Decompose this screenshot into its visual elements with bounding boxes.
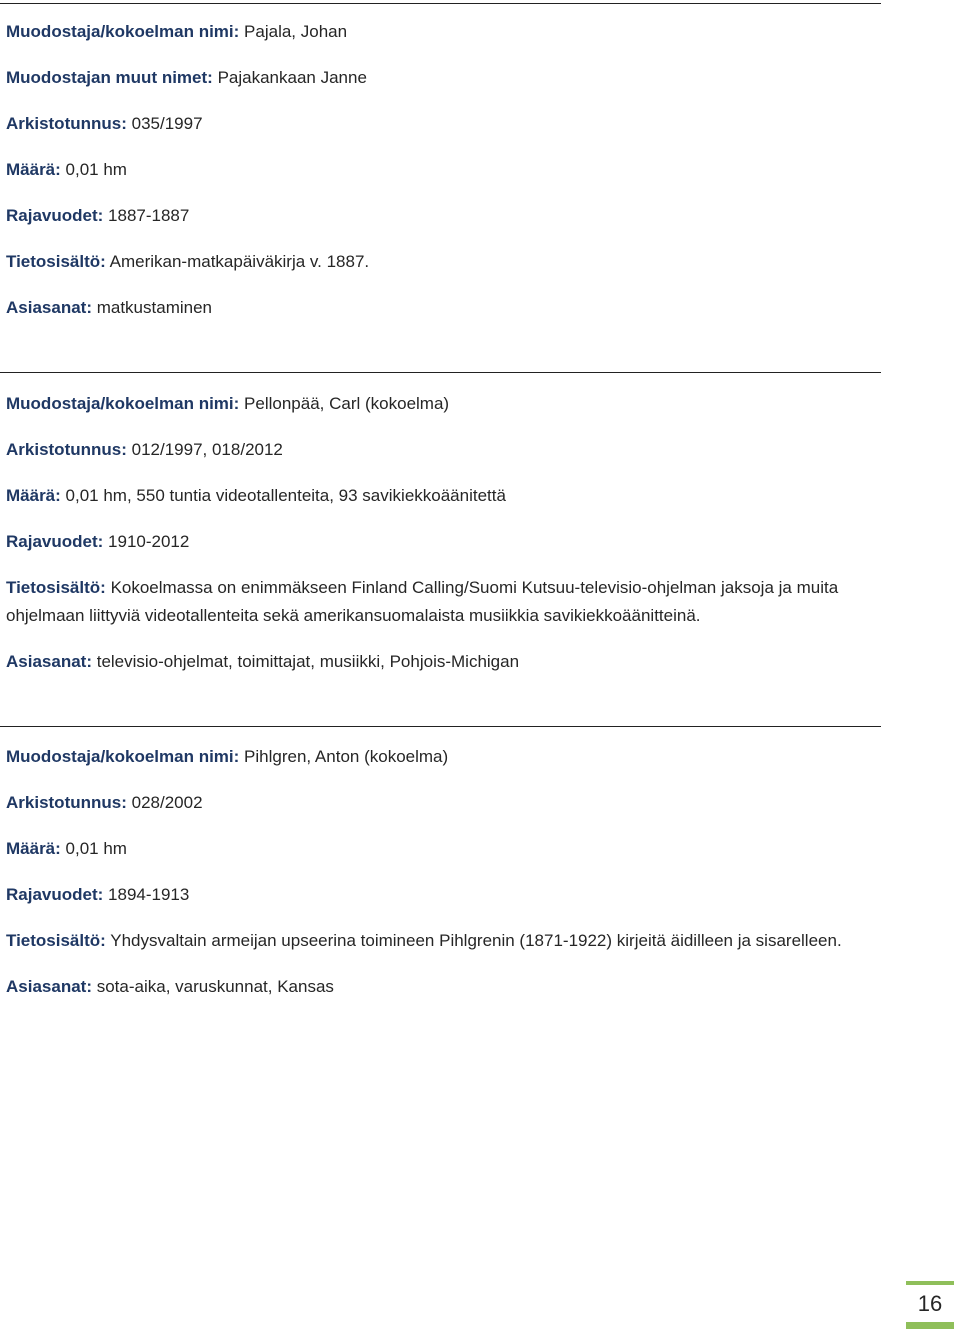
field-value: 1910-2012 bbox=[108, 532, 190, 551]
field-label: Arkistotunnus: bbox=[6, 793, 127, 812]
archive-record bbox=[6, 390, 866, 676]
page-number: 16 bbox=[917, 1290, 943, 1316]
field-keywords bbox=[6, 294, 866, 322]
field-value: 1887-1887 bbox=[108, 206, 190, 225]
field-value: 028/2002 bbox=[131, 793, 203, 812]
field-label: Rajavuodet: bbox=[6, 532, 104, 551]
separator-line bbox=[0, 726, 881, 727]
field-other-names bbox=[6, 64, 866, 92]
page-number-box bbox=[906, 1281, 954, 1329]
field-keywords bbox=[6, 973, 866, 1001]
field-label: Asiasanat: bbox=[6, 977, 92, 996]
field-value: Pajala, Johan bbox=[244, 22, 348, 41]
field-amount bbox=[6, 156, 866, 184]
field-label: Tietosisältö: bbox=[6, 931, 106, 950]
field-label: Tietosisältö: bbox=[6, 578, 106, 597]
separator-line bbox=[0, 3, 881, 4]
field-label: Muodostaja/kokoelman nimi: bbox=[6, 22, 240, 41]
field-value: 012/1997, 018/2012 bbox=[131, 440, 283, 459]
field-value: Pihlgren, Anton (kokoelma) bbox=[244, 747, 449, 766]
field-value: sota-aika, varuskunnat, Kansas bbox=[96, 977, 334, 996]
field-label: Määrä: bbox=[6, 160, 61, 179]
field-archive-id bbox=[6, 789, 866, 817]
field-label: Arkistotunnus: bbox=[6, 114, 127, 133]
field-label: Tietosisältö: bbox=[6, 252, 106, 271]
field-value: Yhdysvaltain armeijan upseerina toimineen Pihlgrenin (1871-1922) kirjeitä äidilleen ja sisarelleen. bbox=[110, 931, 842, 950]
field-label: Muodostaja/kokoelman nimi: bbox=[6, 394, 240, 413]
field-label: Muodostaja/kokoelman nimi: bbox=[6, 747, 240, 766]
field-creator-name bbox=[6, 390, 866, 418]
field-value: televisio-ohjelmat, toimittajat, musiikki, Pohjois-Michigan bbox=[96, 652, 520, 671]
field-value: matkustaminen bbox=[96, 298, 212, 317]
field-label: Asiasanat: bbox=[6, 652, 92, 671]
field-value: Pajakankaan Janne bbox=[217, 68, 367, 87]
field-contents bbox=[6, 248, 866, 276]
field-value: Kokoelmassa on enimmäkseen Finland Calling/Suomi Kutsuu-televisio-ohjelman jaksoja ja muita ohjelmaan liittyviä videotallenteita sekä amerikansuomalaista musiikkia savikiekkoäänitteinä. bbox=[6, 578, 839, 625]
field-contents bbox=[6, 574, 866, 630]
field-value: 1894-1913 bbox=[108, 885, 190, 904]
field-value: 0,01 hm bbox=[65, 160, 127, 179]
field-label: Määrä: bbox=[6, 839, 61, 858]
field-value: 0,01 hm bbox=[65, 839, 127, 858]
field-label: Arkistotunnus: bbox=[6, 440, 127, 459]
archive-record bbox=[6, 743, 866, 1001]
field-creator-name bbox=[6, 18, 866, 46]
field-value: 0,01 hm, 550 tuntia videotallenteita, 93 savikiekkoäänitettä bbox=[65, 486, 506, 505]
field-value: Amerikan-matkapäiväkirja v. 1887. bbox=[109, 252, 370, 271]
field-label: Määrä: bbox=[6, 486, 61, 505]
archive-record bbox=[6, 18, 866, 322]
field-value: Pellonpää, Carl (kokoelma) bbox=[244, 394, 450, 413]
field-label: Asiasanat: bbox=[6, 298, 92, 317]
field-date-range bbox=[6, 528, 866, 556]
field-date-range bbox=[6, 202, 866, 230]
field-creator-name bbox=[6, 743, 866, 771]
field-value: 035/1997 bbox=[131, 114, 203, 133]
field-label: Rajavuodet: bbox=[6, 885, 104, 904]
field-archive-id bbox=[6, 436, 866, 464]
field-keywords bbox=[6, 648, 866, 676]
field-contents bbox=[6, 927, 866, 955]
separator-line bbox=[0, 372, 881, 373]
field-label: Muodostajan muut nimet: bbox=[6, 68, 213, 87]
field-amount bbox=[6, 835, 866, 863]
field-date-range bbox=[6, 881, 866, 909]
field-label: Rajavuodet: bbox=[6, 206, 104, 225]
field-amount bbox=[6, 482, 866, 510]
field-archive-id bbox=[6, 110, 866, 138]
